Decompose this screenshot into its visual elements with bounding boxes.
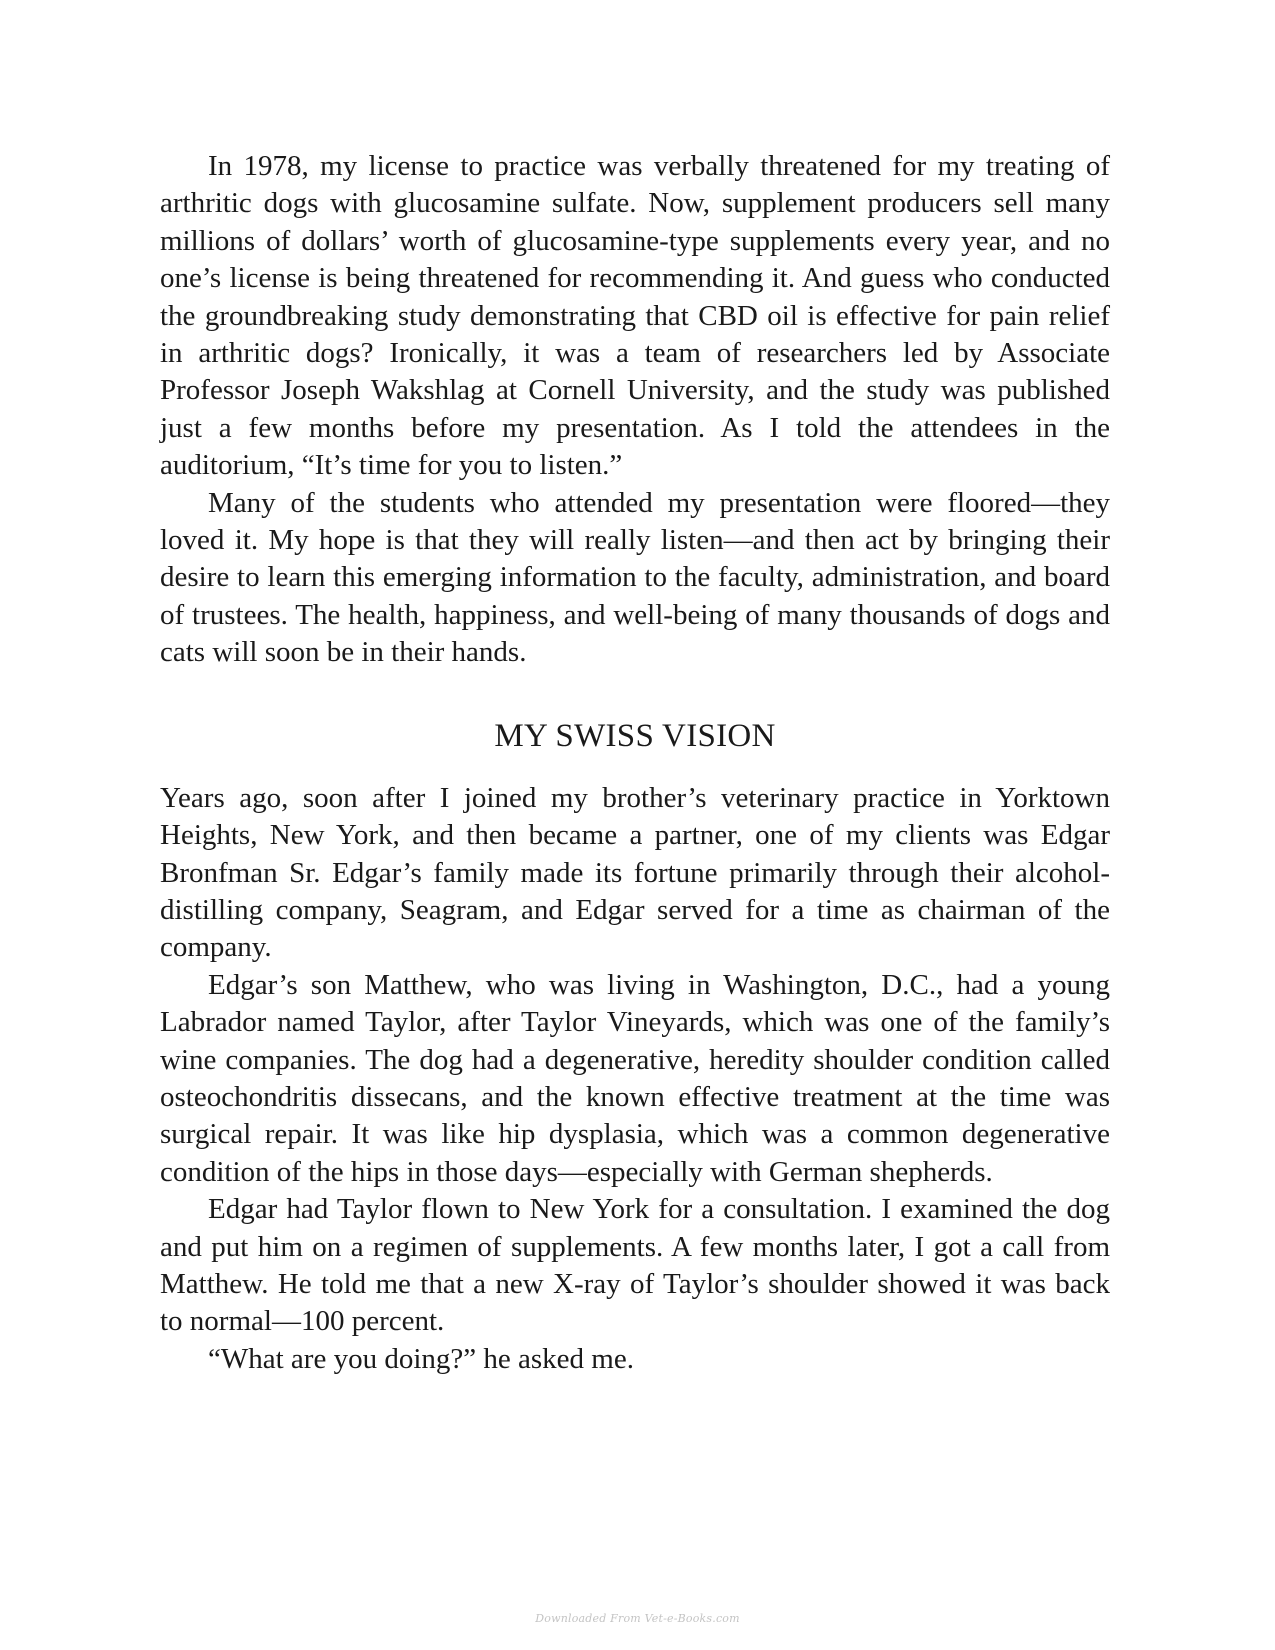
body-paragraph: Edgar had Taylor flown to New York for a consultation. I examined the dog and put him on a regimen of supplements. A few months later, I got a call from Matthew. He told me that a new X-ray of Taylor’s shoulder showed it was back to normal—100 percent. bbox=[160, 1193, 1110, 1338]
book-page bbox=[160, 148, 1110, 1378]
body-paragraph: Edgar’s son Matthew, who was living in Washington, D.C., had a young Labrador named Taylor, after Taylor Vineyards, which was one of the family’s wine companies. The dog had a degenerative, heredity shoulder condition called osteochondritis dissecans, and the known effective treatment at the time was surgical repair. It was like hip dysplasia, which was a common degenerative condition of the hips in those days—especially with German shepherds. bbox=[160, 968, 1110, 1188]
body-paragraph: Many of the students who attended my presentation were floored—they loved it. My hope is that they will really listen—and then act by bringing their desire to learn this emerging information to the faculty, administration, and board of trustees. The health, happiness, and well-being of many thousands of dogs and cats will soon be in their hands. bbox=[160, 486, 1110, 669]
section-heading: MY SWISS VISION bbox=[494, 717, 776, 754]
body-paragraph: Years ago, soon after I joined my brother’s veterinary practice in Yorktown Heights, New York, and then became a partner, one of my clients was Edgar Bronfman Sr. Edgar’s family made its fortune primarily through their alcohol-distilling company, Seagram, and Edgar served for a time as chairman of the company. bbox=[160, 781, 1110, 964]
footer-watermark: Downloaded From Vet-e-Books.com bbox=[535, 1612, 740, 1625]
body-paragraph: In 1978, my license to practice was verbally threatened for my treating of arthritic dogs with glucosamine sulfate. Now, supplement producers sell many millions of dollars’ worth of glucosamine-type supplements every year, and no one’s license is being threatened for recommending it. And guess who conducted the groundbreaking study demonstrating that CBD oil is effective for pain relief in arthritic dogs? Ironically, it was a team of researchers led by Associate Professor Joseph Wakshlag at Cornell University, and the study was published just a few months before my presentation. As I told the attendees in the auditorium, “It’s time for you to listen.” bbox=[160, 150, 1110, 482]
body-paragraph: “What are you doing?” he asked me. bbox=[208, 1342, 634, 1375]
